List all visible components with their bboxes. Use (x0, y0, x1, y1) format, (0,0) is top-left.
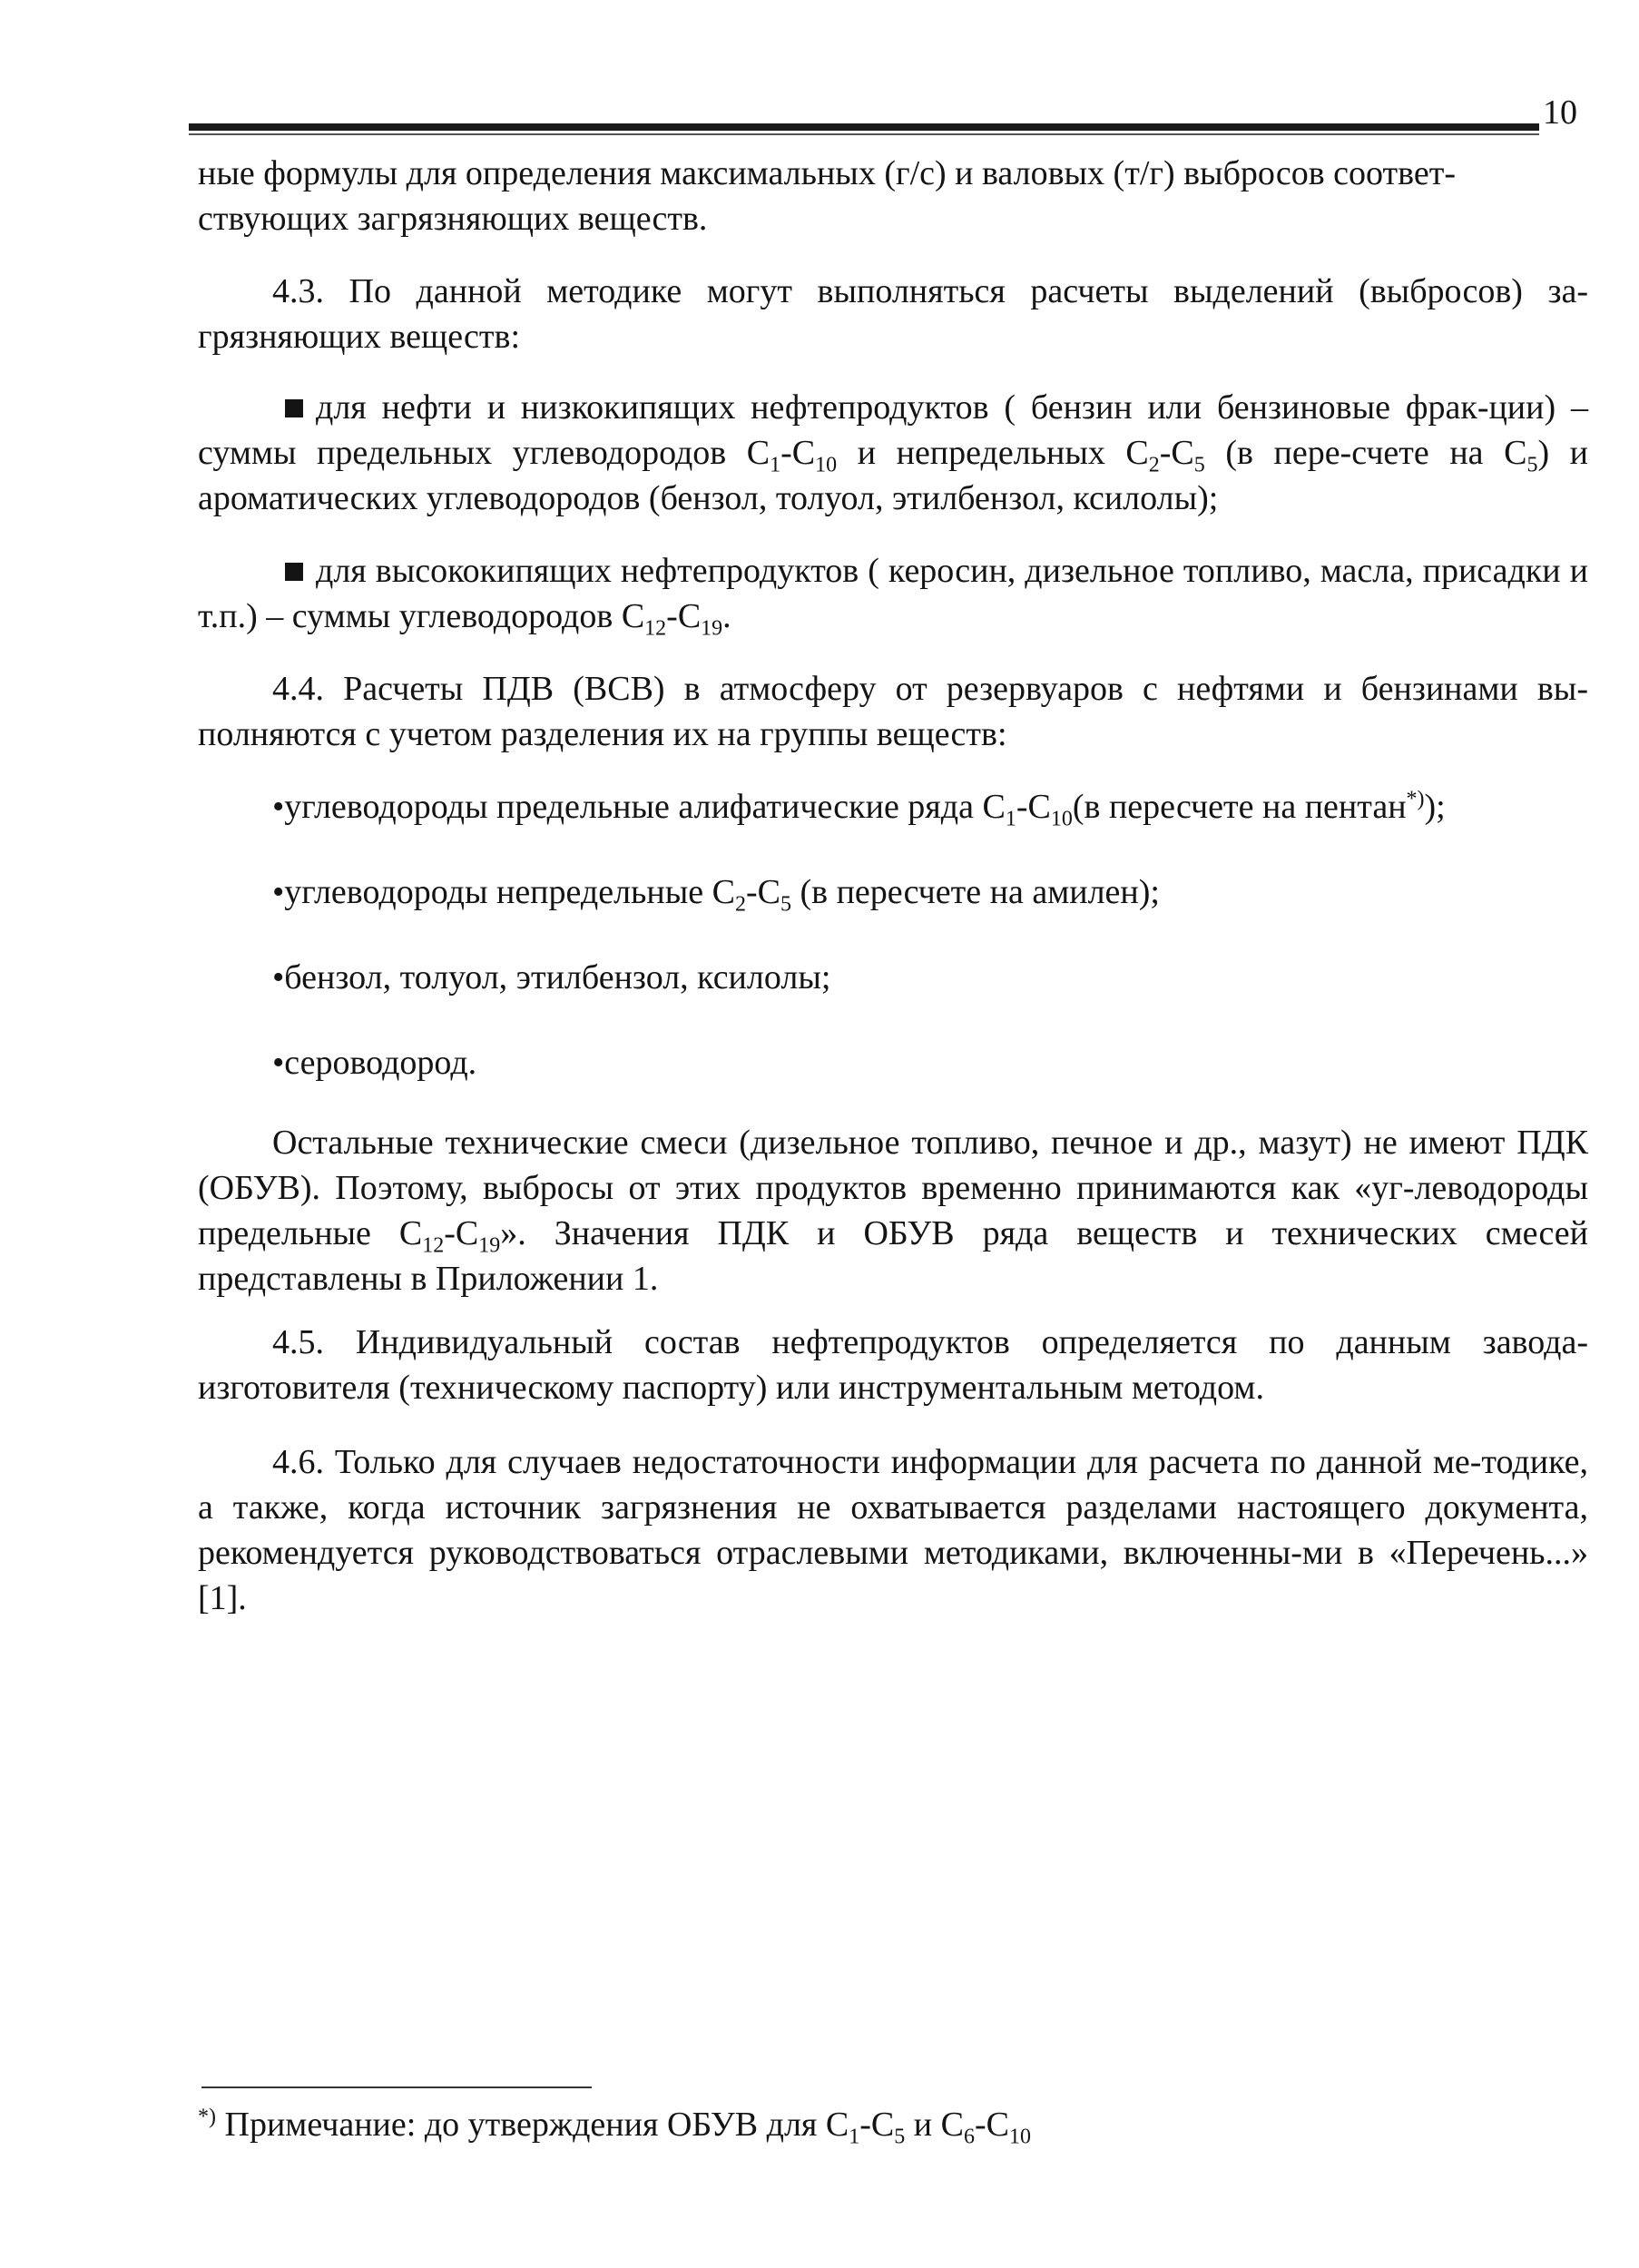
paragraph-4-6 (198, 1439, 1588, 1621)
subscript: 10 (1008, 2125, 1031, 2149)
paragraph-4-4 (198, 666, 1588, 757)
text: и C (905, 2106, 964, 2144)
text: Примечание: до утверждения ОБУВ для C (216, 2106, 849, 2144)
bullet-light-products (198, 385, 1588, 521)
text: -C (444, 1214, 479, 1252)
text: ); (1424, 788, 1446, 826)
text: •углеводороды непредельные C (272, 873, 735, 911)
dot-item-saturated (272, 784, 1588, 830)
text: -C (745, 873, 780, 911)
subscript: 6 (963, 2125, 975, 2149)
text: -C (666, 597, 702, 635)
subscript: 2 (1148, 453, 1160, 477)
subscript: 12 (644, 616, 667, 641)
text: •углеводороды предельные алифатические ряда C (272, 788, 1006, 826)
bullet-heavy-products (198, 548, 1588, 639)
dot-item-aromatics: •бензол, толуол, этилбензол, ксилолы; (272, 958, 831, 997)
subscript: 2 (734, 892, 746, 917)
text: (в пере-счете на C (1204, 434, 1527, 472)
line-1: ные формулы для определения максимальных (г/с) и валовых (т/г) выбросов соответ- (198, 154, 1456, 192)
line-2: ствующих загрязняющих веществ. (198, 200, 708, 238)
paragraph-other-mixtures (198, 1120, 1588, 1301)
text: Остальные технические смеси (дизельное топливо, печное и др., мазут) не имеют ПДК (ОБУВ). Поэтому, выбросы от этих продуктов временно принимаются как «уг-леводороды предельные C (198, 1124, 1588, 1252)
paragraph-4-3-text: 4.3. По данной методике могут выполняться расчеты выделений (выбросов) за-грязняющих веществ: (198, 272, 1588, 356)
header-rule (189, 123, 1539, 131)
subscript: 5 (894, 2125, 906, 2149)
subscript: 19 (701, 616, 723, 641)
paragraph-4-6-text: 4.6. Только для случаев недостаточности информации для расчета по данной ме-тодике, а также, когда источник загрязнения не охватывается разделами настоящего документа, рекомендуется руководствоваться отраслевыми методиками, включенны-ми в «Перечень...» [1]. (198, 1443, 1588, 1617)
subscript: 10 (1050, 807, 1073, 831)
text: -C (1159, 434, 1194, 472)
text: ». Значения ПДК и ОБУВ ряда веществ и технических смесей представлены в Приложении 1. (198, 1214, 1588, 1298)
footnote-mark: *) (1406, 787, 1425, 811)
paragraph-4-3 (198, 269, 1588, 359)
dot-item-h2s: •сероводород. (272, 1044, 477, 1082)
subscript: 1 (1005, 807, 1016, 831)
text: (в пересчете на пентан (1072, 788, 1407, 826)
paragraph-4-4-text: 4.4. Расчеты ПДВ (ВСВ) в атмосферу от резервуаров с нефтями и бензинами вы-полняются с учетом разделения их на группы веществ: (198, 670, 1588, 753)
text: -C (780, 434, 816, 472)
subscript: 12 (422, 1233, 445, 1258)
subscript: 1 (849, 2125, 860, 2149)
header-rule-thin (189, 133, 1539, 135)
text: -C (859, 2106, 895, 2144)
text: -C (974, 2106, 1009, 2144)
square-bullet-icon (285, 399, 303, 417)
text: . (722, 597, 731, 635)
footnote-mark: *) (198, 2105, 216, 2129)
text: (в пересчете на амилен); (790, 873, 1160, 911)
dot-item-unsaturated (272, 869, 1588, 915)
subscript: 5 (780, 892, 791, 917)
subscript: 10 (815, 453, 838, 477)
text: ) и ароматических углеводородов (бензол, толуол, этилбензол, ксилолы); (198, 434, 1588, 517)
subscript: 5 (1193, 453, 1205, 477)
text: и непредельных C (837, 434, 1149, 472)
text: для высококипящих нефтепродуктов ( керосин, дизельное топливо, масла, присадки и т.п.) – суммы углеводородов C (198, 552, 1588, 635)
subscript: 19 (478, 1233, 501, 1258)
subscript: 5 (1526, 453, 1538, 477)
text: для нефти и низкокипящих нефтепродуктов ( бензин или бензиновые фрак-ции) – суммы предельных углеводородов C (198, 388, 1588, 472)
footnote (198, 2102, 1031, 2147)
page-number: 10 (1543, 93, 1577, 132)
square-bullet-icon (285, 563, 303, 581)
text: -C (1016, 788, 1051, 826)
paragraph-continuation (198, 151, 1588, 241)
subscript: 1 (770, 453, 781, 477)
footnote-rule (201, 2086, 592, 2088)
paragraph-4-5 (198, 1320, 1588, 1410)
paragraph-4-5-text: 4.5. Индивидуальный состав нефтепродуктов определяется по данным завода-изготовителя (техническому паспорту) или инструментальным методом. (198, 1323, 1588, 1407)
